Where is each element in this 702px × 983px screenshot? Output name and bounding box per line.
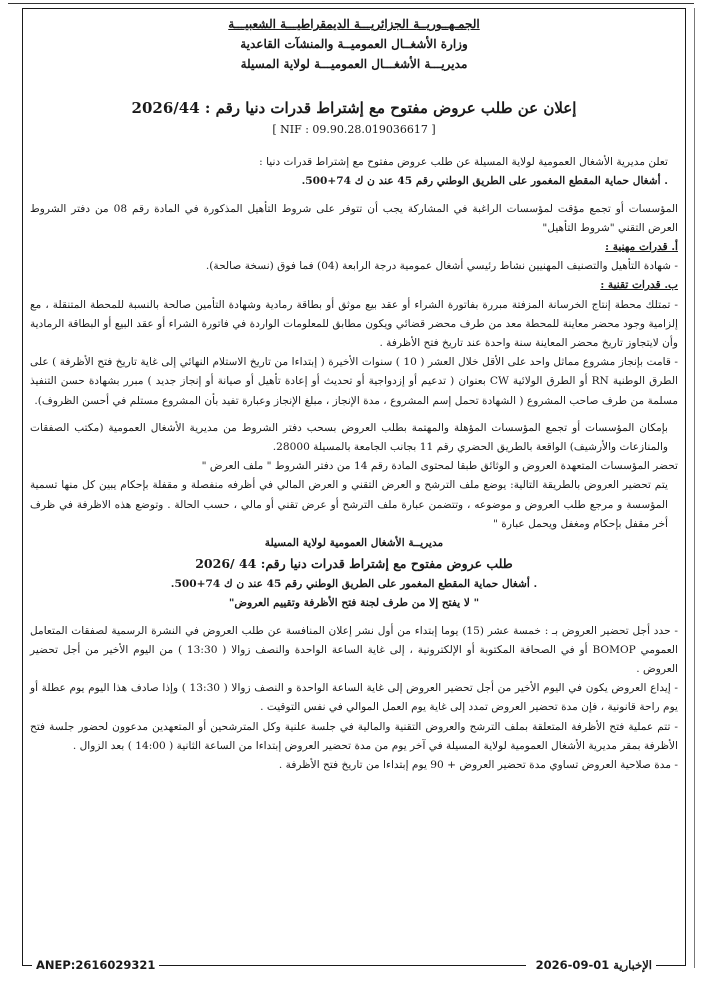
column-rule: [694, 8, 695, 968]
professional-capacity-title: أ. قدرات مهنية :: [605, 241, 678, 254]
project-title: . أشغال حماية المقطع المغمور على الطريق الوطني رقم 45 عند ن ك 74+500.: [301, 175, 668, 188]
publication-info: [526, 957, 656, 973]
republic-name: الجمـهــوريــة الجزائريـــة الديمقراطيـــة الشعبيـــة: [228, 17, 480, 31]
deadline-item: - إيداع العروض يكون في اليوم الأخير من أجل تحضير العروض إلى غاية الساعة الواحدة و النصف زوالا ( 13:30 ) وإذا صادف هذا اليوم يوم عطلة أو يوم راحة قانونية ، فإن مدة تحضير العروض تمدد إلى غاية يوم العمل الموالي في نفس التوقيت .: [30, 682, 678, 714]
ministry-name: وزارة الأشغــال العموميــة والمنشآت القاعدية: [240, 37, 468, 51]
directorate-name: مديريـــة الأشغـــال العموميـــة لولاية المسيلة: [240, 57, 468, 71]
envelope-project: . أشغال حماية المقطع المغمور على الطريق الوطني رقم 45 عند ن ك 74+500.: [170, 578, 538, 591]
deadline-item: - حدد أجل تحضير العروض بـ : خمسة عشر (15) يوما إبتداء من أول نشر إعلان المنافسة عن طلب العروض في النشرة الرسمية لصفقات المتعامل العمومي BOMOP أو في الصحافة المكتوبة أو الإلكترونية ، إلى غاية الساعة الواحدة والنصف زوالا ( 13:30 ) من اليوم الأخير من أجل تحضير العروض .: [30, 624, 678, 676]
eligibility-text: المؤسسات أو تجمع مؤقت لمؤسسات الراغبة في المشاركة يجب أن تتوفر على شروط التأهيل المذكورة في المادة رقم 08 من دفتر الشروط العرض التقني "شروط التأهيل": [30, 202, 679, 234]
technical-capacity-title: ب. قدرات تقنية :: [600, 279, 678, 292]
offer-preparation-text: يتم تحضير العروض بالطريقة التالية: يوضع ملف الترشح و العرض التقني و العرض المالي في أظرفه منفصلة و مقفلة بإحكام يبين كل منها تسمية المؤسسة و مرجع طلب العروض و موضوعه ، وتتضمن عبارة ملف الترشح أو عرض تقني أو مالي ، حسب الحالة . وتوضع هذه الاظرفة في ظرف أخر مقفل بإحكام ومغفل ويحمل عبارة ": [30, 479, 668, 530]
offer-file-text: تحضر المؤسسات المتعهدة العروض و الوثائق طبقا لمحتوى المادة رقم 14 من دفتر الشروط " ملف العرض ": [201, 460, 678, 473]
nif-number: [ NIF : 09.90.28.019036617 ]: [272, 123, 436, 136]
professional-capacity-text: - شهادة التأهيل والتصنيف المهنيين نشاط رئيسي أشغال عمومية درجة الرابعة (04) فما فوق (نسخة صالحة).: [205, 260, 678, 273]
page-footer: [22, 958, 686, 982]
newspaper-name: الإخبارية: [613, 958, 652, 972]
top-rule: [8, 3, 694, 4]
withdrawal-text: بإمكان المؤسسات أو تجمع المؤسسات المؤهلة والمهتمة بطلب العروض بسحب دفتر الشروط من مديرية الأشغال العمومية (مكتب الصفقات والمنازعات والأرشيف) الواقعة بالطريق الحضري رقم 11 بجانب الجامعة بالمسيلة 28000.: [30, 421, 668, 454]
envelope-directorate: مديريــة الأشغال العمومية لولاية المسيلة: [264, 537, 444, 550]
technical-capacity-item: - قامت بإنجاز مشروع مماثل واحد على الأقل خلال العشر ( 10 ) سنوات الأخيرة ( إبتداءا من تاريخ الاستلام النهائي إلى غاية تاريخ فتح الأظرفة ) على الطرق الوطنية RN أو الطرق الولائية CW بعنوان ( تدعيم أو إزدواجية أو تحديث أو إعادة تأهيل أو صيانة أو إنجاز جديد ) مبرر بشهادة حسن التنفيذ مسلمة من طرف صاحب المشروع ( الشهادة تحمل إسم المشروع ، مدة الإنجاز ، مبلغ الإنجاز وعبارة تفيد بأن المشروع مستلم في أحسن الظروف).: [30, 356, 679, 407]
publication-date: 2026-09-01: [535, 958, 610, 972]
anep-number: ANEP:2616029321: [32, 957, 159, 973]
envelope-tender-number: طلب عروض مفتوح مع إشتراط قدرات دنيا رقم: 44 /2026: [195, 556, 513, 572]
deadline-item: - مدة صلاحية العروض تساوي مدة تحضير العروض + 90 يوم إبتداءا من تاريخ فتح الأظرفة .: [278, 759, 678, 772]
deadline-item: - تتم عملية فتح الأظرفة المتعلقة بملف الترشح والعروض التقنية والمالية في جلسة علنية وكل المترشحين أو المتعهدين مدعوون لحضور جلسة فتح الأظرفة بمقر مديرية الأشغال العمومية لولاية المسيلة في آخر يوم من مدة تحضير العروض إبتداءا من الساعة الثانية ( 14:00 ) بعد الزوال .: [30, 720, 678, 752]
intro-text: تعلن مديرية الأشغال العمومية لولاية المسيلة عن طلب عروض مفتوح مع إشتراط قدرات دنيا :: [259, 156, 668, 169]
envelope-note: " لا يفتح إلا من طرف لجنة فتح الأظرفة وتقييم العروض": [228, 597, 480, 610]
technical-capacity-item: - تمتلك محطة إنتاج الخرسانة المزفتة مبررة بفاتورة الشراء أو عقد بيع موثق أو بطاقة رمادية وشهادة التأمين صالحة بالنسبة للمحطة المتنقلة ، مع إلزامية وجود محضر معاينة للمحطة معد من طرف محضر قضائي ويكون مطابق للمعلومات الواردة في فاتورة الشراء أو عقد البيع أو البطاقة الرمادية وأن لايتجاوز تاريخ محضر المعاينة سنة واحدة عند تاريخ فتح الأظرفة .: [30, 298, 678, 350]
announcement-title: إعلان عن طلب عروض مفتوح مع إشتراط قدرات دنيا رقم : 2026/44: [131, 99, 577, 117]
announcement-content: [30, 14, 678, 775]
